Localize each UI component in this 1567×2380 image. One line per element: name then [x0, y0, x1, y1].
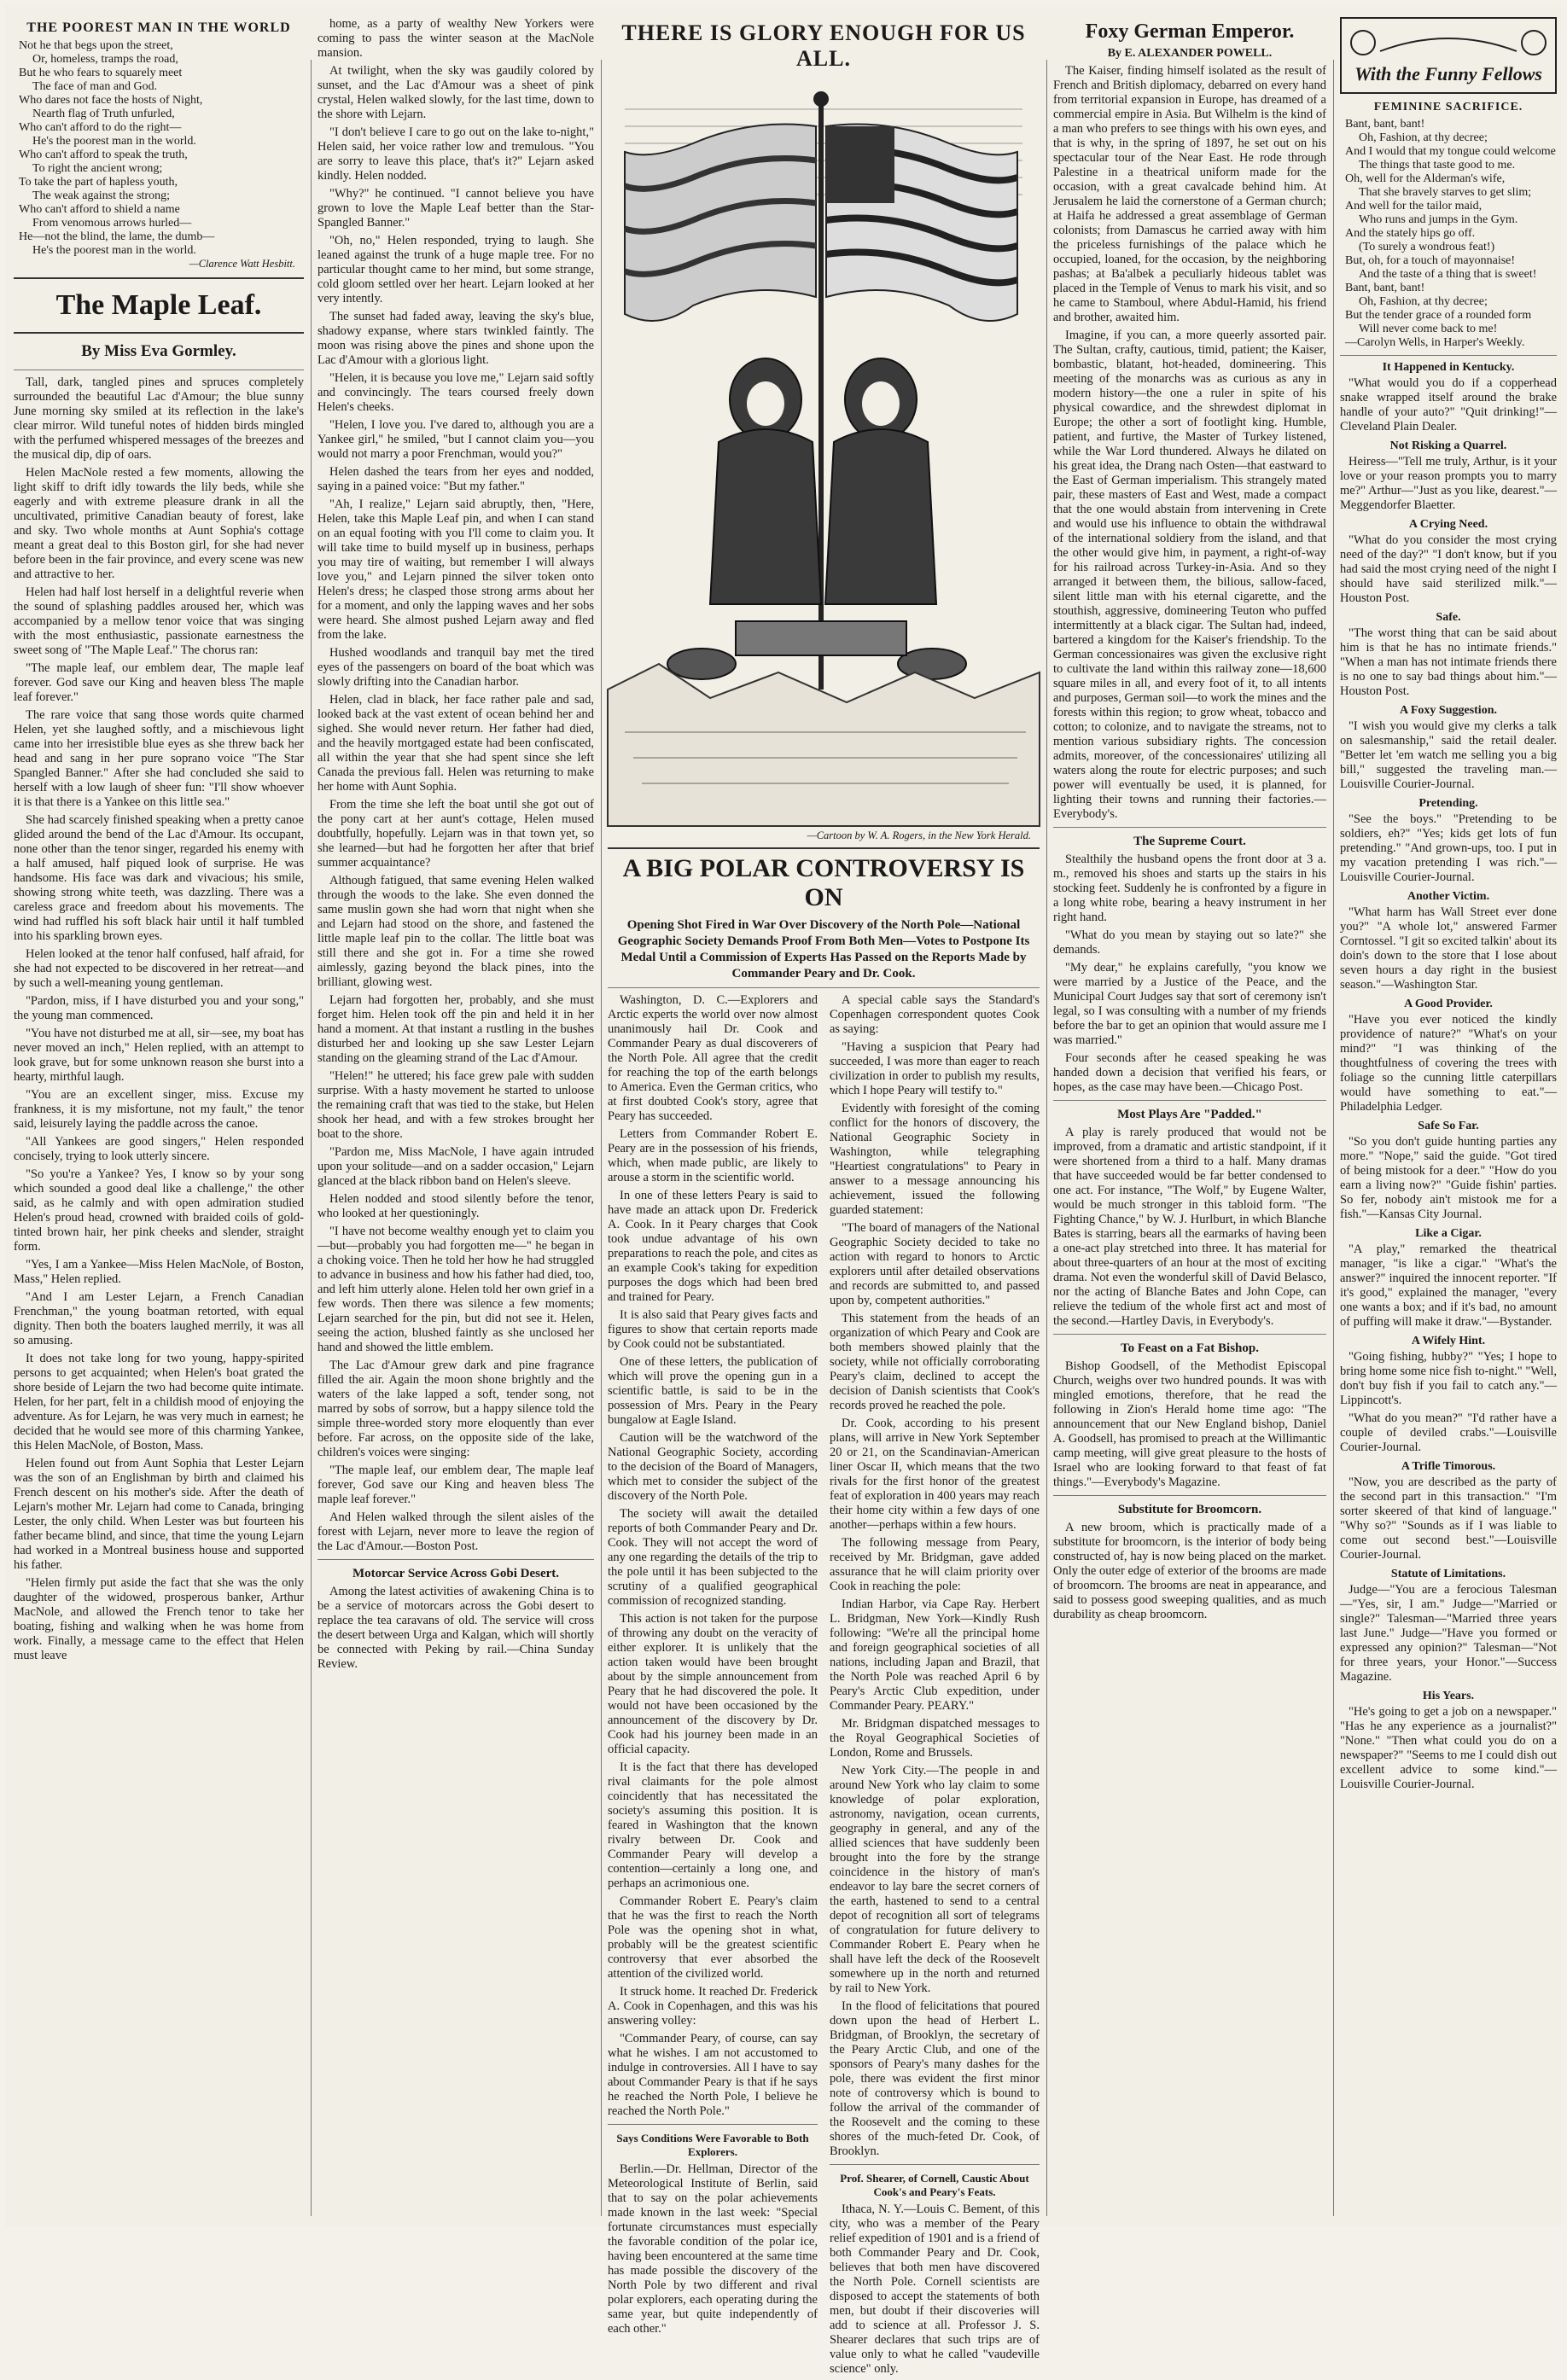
poem-line: That she bravely starves to get slim;: [1359, 186, 1532, 199]
joke-text: "I wish you would give my clerks a talk on salesmanship," said the retail dealer. "Better let 'em watch me selling you a big bill," suggested the traveling man.—Louisville Courier-Journal.: [1340, 719, 1557, 791]
story-paragraph: "Pardon, miss, if I have disturbed you and your song," the young man commenced.: [14, 994, 304, 1022]
berlin-title: Says Conditions Were Favorable to Both Explorers.: [616, 2132, 809, 2158]
story-paragraph: "Ah, I realize," Lejarn said abruptly, then, "Here, Helen, take this Maple Leaf pin, and when I can stand on an equal footing with you I'll come to claim you. It will take time to build myself up in business, perhaps you may tire of waiting, but remember I will always love you," and Lejarn pinned the silver token onto Helen's dress; he clasped those strong arms about her for a moment, and only the lapping waves and her sobs were heard. She almost pushed Lejarn away and fled from the lake.: [317, 498, 594, 642]
poem-line: Who dares not face the hosts of Night,: [19, 94, 203, 107]
joke-text: Heiress—"Tell me truly, Arthur, is it your love or your reason prompts you to marry me?" Arthur—"Just as you like, dearest."—Meggendorfer Blaetter.: [1340, 455, 1557, 512]
poem-line: He—not the blind, the lame, the dumb—: [19, 230, 215, 243]
poem-line: Nearth flag of Truth unfurled,: [32, 108, 175, 120]
bishop-text: Bishop Goodsell, of the Methodist Episcopal Church, weighs over two hundred pounds. It was with mingled emotions, therefore, that he read the following in Zion's Herald home time ago: "The announcement that our New England bishop, Daniel A. Goodsell, has promised to preach at the Willimantic camp meeting, will give great pleasure to the hosts of Israel who are looking forward to that feast of fat things."—Everybody's Magazine.: [1053, 1359, 1326, 1489]
kaiser-paragraph: The Kaiser, finding himself isolated as the result of French and British diplomacy, debarred on every hand from territorial expansion in Europe, has dreamed of a commercial empire in Asia. But Wilhelm is the kind of a man who prefers to see things with his own eyes, and that is why, in the spring of 1897, he set out on his spectacular tour of the Near East. He rode through Palestine in a theatrical uniform made for the occasion, with a great cavalcade behind him. At Jerusalem he laid the cornerstone of a German church; at Haifa he addressed a great assemblage of German colonists; from Damascus he carried away with him the priceless furnishings of the palace which he occupied, loaned, for the occasion, by the neighboring pashas; at Ba'albek a peculiarly hideous tablet was placed in the Temple of Venus to mark his visit, and so he came to Stamboul, where Abdul-Hamid, his friend and brother, awaited him.: [1053, 64, 1326, 324]
joke-text: "What do you consider the most crying need of the day?" "I don't know, but if you had said the most crying need of the night I should have said sterilized milk."—Houston Post.: [1340, 533, 1557, 605]
poem-line: He's the poorest man in the world.: [32, 135, 196, 148]
gobi-title: Motorcar Service Across Gobi Desert.: [352, 1567, 559, 1580]
story-paragraph: "You are an excellent singer, miss. Excuse my frankness, it is my misfortune, not my fault," the tenor said, leisurely laying the paddle across the canoe.: [14, 1088, 304, 1131]
joke-text: "He's going to get a job on a newspaper." "Has he any experience as a journalist?" "None." "Then what could you do on a newspaper?" "Seems to me I could dish out excellent advice to some kind."—Louisville Courier-Journal.: [1340, 1705, 1557, 1791]
story-paragraph: The Lac d'Amour grew dark and pine fragrance filled the air. Again the moon shone brightly and the waters of the lake lapped a soft, tender song, not marred by sobs of sorrow, but a happy silence told the simple three-worded story more eloquently than ever before. Far across, on the opposite side of the lake, children's voices were singing:: [317, 1359, 594, 1459]
joke-title: Safe So Far.: [1418, 1120, 1479, 1132]
sacrifice-title: FEMININE SACRIFICE.: [1373, 101, 1523, 113]
story-body: [14, 375, 304, 1663]
joke-title: A Crying Need.: [1408, 518, 1488, 531]
polar-paragraph: Commander Robert E. Peary's claim that he was the first to reach the North Pole was the opening shot in what, probably will be the greatest scientific controversy that ever absorbed the attention of the civilized world.: [608, 1894, 818, 1981]
poem-line: Bant, bant, bant!: [1345, 118, 1425, 131]
masthead-title: With the Funny Fellows: [1354, 63, 1542, 84]
polar-paragraph: In the flood of felicitations that poured down upon the head of Herbert L. Bridgman, of Brooklyn, the secretary of the Peary Arctic Club, and one of the sponsors of Peary's many dashes for the pole, there was evident the first minor note of controversy which is bound to follow the arrival of the commander of the Roosevelt and the coming to these shores of the much-feted Dr. Cook, of Brooklyn.: [830, 1999, 1040, 2158]
story-paragraph: And Helen walked through the silent aisles of the forest with Lejarn, never more to leave the region of the Lac d'Amour.—Boston Post.: [317, 1510, 594, 1553]
story-paragraph: Lejarn had forgotten her, probably, and she must forget him. Helen took off the pin and held it in her hand a moment. At that instant a rustling in the bushes disturbed her and looking up she saw Lester Lejarn standing on the gleaming strand of the Lac d'Amour.: [317, 993, 594, 1065]
joke-text: "A play," remarked the theatrical manager, "is like a cigar." "What's the answer?" inquired the innocent reporter. "If it's good," explained the manager, "every one wants a box; and if it's bad, no amount of puffing will make it draw."—Bystander.: [1340, 1242, 1557, 1329]
story-paragraph: Tall, dark, tangled pines and spruces completely surrounded the beautiful Lac d'Amour; the blue sunny June morning sky smiled at its reflection in the lake's clear mirror. Wild tuneful notes of hidden birds mingled with the perfumed whispered messages of the breezes and the musical dip, dip of oars.: [14, 375, 304, 462]
joke-text: Judge—"You are a ferocious Talesman—"Yes, sir, I am." Judge—"Married or single?" Talesman—"Married three years last June." Judge—"Have you formed or expressed any opinion?" Talesman—"Not for three years, your Honor."—Success Magazine.: [1340, 1583, 1557, 1684]
kaiser-paragraph: Imagine, if you can, a more queerly assorted pair. The Sultan, crafty, cautious, timid, patient; the Kaiser, bombastic, blatant, hot-headed, domineering. This meeting of the monarchs was as curious as any in modern history—the one a ruler in spite of his physical cowardice, and the shrewdest diplomat in Europe; the other a sort of footlight king. Humble, patient, and furtive, the Master of Turkey listened, while the War Lord thundered. Always he dilated on his great idea, the Drang nach Osten—that eastward to the East of German imperialism. This strangely mated pair, these masters of East and West, made a compact that the one would abstain from intervening in Crete and would use his influence to obtain the withdrawal of the international soldiery from the island, and that the other would give him, in payment, a right-of-way for his railroad across Turkey-in-Asia. And so they arranged it between them, the bilious, sallow-faced, silent little man with his eternal cigarette, and the stouthish, aggressive, domineering Teuton who puffed intermittently at a black cigar. The Sultan had, indeed, bartered a kingdom for the Kaiser's friendship. To the German concessionaires was given the exclusive right to cultivate the land within this railway zone—18,600 square miles in all, and every foot of it, to all intents and purposes, German soil—to work the mines and the forests within this region; to grow wheat, tobacco and cotton; to colonize, and to navigate the streams, not to mention various subsidiary rights. The concession admits, moreover, of the concessionaires' utilizing all waters along the route for electric purposes; and such power will eventually be used, it is planned, for lighting their towns and running their factories.—Everybody's.: [1053, 329, 1326, 821]
polar-paragraph: A special cable says the Standard's Copenhagen correspondent quotes Cook as saying:: [830, 993, 1040, 1036]
story-paragraph: "I have not become wealthy enough yet to claim you—but—probably you had forgotten me—" he began in a choking voice. Then he told her how he had struggled to advance in business and how his father had died, too, and left him utterly alone. Helen told her own grief in a few words. Then there was silence a few moments; Lejarn searched for the pin, but did not see it. Helen, seeing the action, blushed faintly as she unclosed her hand and showed the little emblem.: [317, 1225, 594, 1354]
poem-line: And I would that my tongue could welcome: [1345, 145, 1556, 158]
poem-author: —Clarence Watt Hesbitt.: [189, 258, 295, 270]
polar-paragraph: It struck home. It reached Dr. Frederick A. Cook in Copenhagen, and this was his answering volley:: [608, 1985, 818, 2028]
story-paragraph: "You have not disturbed me at all, sir—see, my boat has never moved an inch," Helen replied, with an attempt to look grave, but for some unknown reason she burst into a hearty, mirthful laugh.: [14, 1027, 304, 1084]
poem-line: Who can't afford to do the right—: [19, 121, 182, 134]
story-continued: [317, 17, 594, 1554]
poem-line: The things that taste good to me.: [1359, 159, 1516, 172]
polar-paragraph: The following message from Peary, received by Mr. Bridgman, gave added assurance that he will claim priority over Cook in reaching the pole:: [830, 1536, 1040, 1593]
polar-paragraph: The society will await the detailed reports of both Commander Peary and Dr. Cook. They will not accept the word of any one regarding the details of the trip to the pole until it has been subjected to the scrutiny of a qualified geographical commission of recognized standing.: [608, 1507, 818, 1608]
story-paragraph: The rare voice that sang those words quite charmed Helen, yet she laughed softly, and a mischievous light came into her irresistible blue eyes as she threw back her head and sang in her pure soprano voice "The Star Spangled Banner." After she had concluded she said to herself with a low laugh of sheer fun: "I'll show whoever it is that there is a Yankee on this little sea.": [14, 708, 304, 809]
court-body: [1053, 852, 1326, 1095]
story-paragraph: Helen dashed the tears from her eyes and nodded, saying in a pained voice: "But my father.": [317, 465, 594, 493]
polar-paragraph: Washington, D. C.—Explorers and Arctic experts the world over now almost unanimously hail Dr. Cook and Commander Peary as dual discoverers of the North Pole. All agree that the credit for reaching the top of the earth belongs to America. Even the German critics, who at first doubted Cook's story, agree that Peary has succeeded.: [608, 993, 818, 1123]
court-paragraph: Stealthily the husband opens the front door at 3 a. m., removed his shoes and starts up the stairs in his stocking feet. Suddenly he is confronted by a figure in a long white robe, bearing a heavy instrument in her right hand.: [1053, 852, 1326, 924]
poem-line: Who can't afford to speak the truth,: [19, 148, 188, 161]
joke-text: "Have you ever noticed the kindly providence of nature?" "What's on your mind?" "I was thinking of the thoughtfulness of covering the trees with foliage so the cunning little caterpillars would have something to eat."—Philadelphia Ledger.: [1340, 1013, 1557, 1114]
polar-story-col-b: [830, 993, 1040, 2159]
story-paragraph: "Helen, I love you. I've dared to, although you are a Yankee girl," he smiled, "but I cannot claim you—you would not marry a poor Frenchman, would you?": [317, 418, 594, 461]
story-paragraph: "Helen!" he uttered; his face grew pale with sudden surprise. With a hasty movement he started to unloose the remaining craft that was tied to the stake, but Helen shook her head, and with a few strokes brought her boat to the shore.: [317, 1069, 594, 1141]
story-paragraph: Hushed woodlands and tranquil bay met the tired eyes of the passengers on board of the boat which was slowly drifting into the Canadian harbor.: [317, 646, 594, 689]
joke-title: Like a Cigar.: [1415, 1227, 1482, 1240]
kaiser-title: Foxy German Emperor.: [1085, 20, 1295, 43]
polar-paragraph: "Having a suspicion that Peary had succeeded, I was more than eager to reach civilization in order to publish my results, which I hope Peary will testify to.": [830, 1040, 1040, 1097]
poem-line: Oh, well for the Alderman's wife,: [1345, 172, 1506, 185]
plays-text: A play is rarely produced that would not be improved, from a dramatic and artistic standpoint, if it were shortened from a third to a half. Many dramas that have succeeded would be far better condensed to one act. For instance, "The Wolf," by Eugene Walter, would be much stronger in this tabloid form. "The Fighting Chance," by W. J. Hurlburt, in which Blanche Bates is starring, bears all the earmarks of having been a one-act play stretched into three. It has material for about three-quarters of an hour at the most of exciting drama. Not even the wonderful skill of David Belasco, nor the acting of Blanche Bates and John Cope, can relieve the tedium of the whole first act and most of the second.—Hartley Davis, in Everybody's.: [1053, 1126, 1326, 1328]
cartoon-caption: —Cartoon by W. A. Rogers, in the New York Herald.: [807, 829, 1031, 841]
polar-story-col-a: [608, 993, 818, 2119]
polar-paragraph: Evidently with foresight of the coming conflict for the honors of discovery, the National Geographic Society in Washington, while telegraphing "Heartiest congratulations" to Peary in answer to a message announcing his achievement, issued the following guarded statement:: [830, 1102, 1040, 1217]
story-paragraph: "Oh, no," Helen responded, trying to laugh. She leaned against the trunk of a huge maple tree. For no particular thought came to her mind, but some strange, cold gloom settled over her heart. Lejarn looked at her very intently.: [317, 234, 594, 306]
story-paragraph: Helen found out from Aunt Sophia that Lester Lejarn was the son of an Englishman by birth and claimed his French descent on his mother's side. After the death of Lejarn's mother Mr. Lejarn had come to Canada, bringing Lester, the only child. When Lester was but fourteen his father became blind, and since, that time the young Lejarn had worked in a Montreal business house and supported his father.: [14, 1457, 304, 1572]
poem-line: (To surely a wondrous feat!): [1359, 241, 1495, 253]
story-paragraph: "So you're a Yankee? Yes, I know so by your song which sounded a good deal like a challenge," the other said, as he calmly and with open admiration studied Helen's proud head, crowned with braided coils of gold-tinted brown hair, her pink cheeks and slender, straight form.: [14, 1167, 304, 1254]
poem-body: [14, 39, 304, 258]
court-paragraph: "My dear," he explains carefully, "you know we were married by a Justice of the Peace, and the Municipal Court Judges say that sort of ceremony isn't legal, so I was consulting with a number of my friends before the bar to get an opinion that would assure me I was married.": [1053, 961, 1326, 1047]
poem-line: The face of man and God.: [32, 80, 158, 93]
joke-title: Not Risking a Quarrel.: [1389, 439, 1507, 452]
polar-paragraph: Letters from Commander Robert E. Peary are in the possession of his friends, which, when made public, are likely to arouse a storm in the scientific world.: [608, 1127, 818, 1184]
story-paragraph: Helen nodded and stood silently before the tenor, who looked at her questioningly.: [317, 1192, 594, 1220]
story-paragraph: "Helen, it is because you love me," Lejarn said softly and convincingly. The tears coursed freely down Helen's cheeks.: [317, 371, 594, 414]
joke-text: "Going fishing, hubby?" "Yes; I hope to bring home some nice fish to-night." "Well, don't buy fish if you fail to catch any."—Lippincott's.: [1340, 1350, 1557, 1407]
story-paragraph: "The maple leaf, our emblem dear, The maple leaf forever, God save our King and heaven bless The maple leaf forever.": [317, 1463, 594, 1506]
joke-title: A Trifle Timorous.: [1401, 1460, 1496, 1473]
column-5: [1340, 17, 1557, 2214]
kaiser-body: [1053, 64, 1326, 822]
story-title: The Maple Leaf.: [55, 289, 262, 321]
main-headline: A BIG POLAR CONTROVERSY IS ON: [622, 854, 1025, 911]
story-paragraph: "I don't believe I care to go out on the lake to-night," Helen said, her voice rather low and tremulous. "You are sorry to leave this place, that's it?" Lejarn asked kindly. Helen nodded.: [317, 125, 594, 183]
column-1: [14, 17, 304, 2214]
plays-title: Most Plays Are "Padded.": [1117, 1108, 1262, 1121]
joke-title: It Happened in Kentucky.: [1382, 361, 1515, 374]
joke-title: Pretending.: [1418, 797, 1478, 810]
story-paragraph: Helen MacNole rested a few moments, allowing the light skiff to drift idly towards the lily beds, while she eagerly and with extreme pleasure drank in all the uncultivated, primitive Canadian beauty of forest, lake and sky. Two whole months at Aunt Sophia's cottage meant a great deal to this Boston girl, for she had never before been in the fair province, and every scene was new and attractive to her.: [14, 466, 304, 581]
poem-line: To right the ancient wrong;: [32, 162, 163, 175]
cornell-title: Prof. Shearer, of Cornell, Caustic About Cook's and Peary's Feats.: [840, 2172, 1029, 2198]
poem-line: From venomous arrows hurled—: [32, 217, 192, 230]
court-title: The Supreme Court.: [1133, 835, 1246, 848]
story-paragraph: At twilight, when the sky was gaudily colored by sunset, and the Lac d'Amour was a sheet of pink crystal, Helen walked slowly, for the last time, down to the shore with Lejarn.: [317, 64, 594, 121]
joke-title: Safe.: [1436, 611, 1461, 624]
joke-text: "So you don't guide hunting parties any more." "Nope," said the guide. "Got tired of being mistook for a deer." "How do you earn a living now?" "Guide fishin' parties. So fer, nobody ain't mistook me for a fish."—Kansas City Journal.: [1340, 1135, 1557, 1221]
court-paragraph: Four seconds after he ceased speaking he was handed down a decision that verified his fears, or hopes, as the case may have been.—Chicago Post.: [1053, 1051, 1326, 1094]
joke-title: Statute of Limitations.: [1390, 1568, 1506, 1580]
poem-title: THE POOREST MAN IN THE WORLD: [26, 20, 291, 35]
story-paragraph: "Why?" he continued. "I cannot believe you have grown to love the Maple Leaf better than the Star-Spangled Banner.": [317, 187, 594, 230]
joke-title: Another Victim.: [1407, 890, 1490, 903]
poem-line: The weak against the strong;: [32, 189, 170, 202]
polar-paragraph: New York City.—The people in and around New York who lay claim to some knowledge of polar exploration, astronomy, navigation, ocean currents, geography in general, and any of the allied sciences that have suddenly been brought into the fore by the strange coincidence in the history of man's endeavor to lay bare the secret corners of the earth, hastened to send to a central depot of recognition all sort of telegrams of congratulation for future delivery to Commander Robert E. Peary when he shall have left the deck of the Roosevelt somewhere up in the north and returned by rail to New York.: [830, 1764, 1040, 1995]
gobi-text: Among the latest activities of awakening China is to be a service of motorcars across the Gobi desert to replace the tea caravans of old. The service will cross the desert between Urga and Kalgan, which will shortly be connected with Peking by rail.—China Sunday Review.: [317, 1585, 594, 1671]
poem-line: Oh, Fashion, at thy decree;: [1359, 131, 1488, 144]
story-paragraph: "The maple leaf, our emblem dear, The maple leaf forever. God save our King and heaven bless The maple leaf forever.": [14, 661, 304, 704]
polar-paragraph: This action is not taken for the purpose of throwing any doubt on the veracity of either explorer. It is unlikely that the action taken would have been brought about by the simple announcement from Peary that he had discovered the pole. It would not have been occasioned by the announcement of the discovery by Dr. Cook had his journey been made in an official capacity.: [608, 1612, 818, 1756]
center-section: [608, 17, 1040, 2376]
cartoon-illustration: [608, 75, 1040, 826]
story-paragraph: "Yes, I am a Yankee—Miss Helen MacNole, of Boston, Mass," Helen replied.: [14, 1258, 304, 1286]
polar-paragraph: One of these letters, the publication of which will prove the opening gun in a scientific battle, is said to be in the possession of Mrs. Peary in the Peary bungalow at Eagle Island.: [608, 1355, 818, 1427]
story-heading: [14, 277, 304, 334]
polar-paragraph: "The board of managers of the National Geographic Society decided to take no action with regard to honors to Arctic explorers until after detailed observations and records are submitted to, and passed upon by, competent authorities.": [830, 1221, 1040, 1307]
polar-paragraph: Indian Harbor, via Cape Ray. Herbert L. Bridgman, New York—Kindly Rush following: "We're all the principal home and foreign geographical societies of all nations, including Japan and Brazil, that the North Pole was reached April 6 by Peary's Arctic Club expedition, under Commander Peary. PEARY.": [830, 1597, 1040, 1713]
polar-paragraph: "Commander Peary, of course, can say what he wishes. I am not accustomed to indulge in controversies. All I have to say about Commander Peary is that if he says he reached the North Pole, I believe he reached the North Pole.": [608, 2032, 818, 2118]
kaiser-byline: By E. ALEXANDER POWELL.: [1107, 47, 1273, 60]
joke-text: "Now, you are described as the party of the second part in this transaction." "I'm sorter skeered of that kind of language." "Why so?" "Sounds as if I was liable to come out second best."—Louisville Courier-Journal.: [1340, 1475, 1557, 1562]
column-2: [317, 17, 594, 2214]
poem-line: And the taste of a thing that is sweet!: [1359, 268, 1537, 281]
poem-line: And well for the tailor maid,: [1345, 200, 1483, 212]
court-paragraph: "What do you mean by staying out so late?" she demands.: [1053, 928, 1326, 957]
joke-text: "See the boys." "Pretending to be soldiers, eh?" "Yes; kids get lots of fun pretending." "And grown-ups, too. I put in my vacation pretending I was rich."—Louisville Courier-Journal.: [1340, 812, 1557, 884]
poem-line: Will never come back to me!: [1359, 323, 1498, 335]
sacrifice-poem: [1340, 118, 1557, 350]
newspaper-page: [5, 5, 1562, 2376]
jokes-list: [1340, 361, 1557, 1792]
poem-line: But the tender grace of a rounded form: [1345, 309, 1532, 322]
story-paragraph: "Helen firmly put aside the fact that she was the only daughter of the widowed, prosperous banker, Arthur MacNole, and allowed the French tenor to take her boating, fishing and walking when he was home from work. Finally, a message came to the effect that Helen must leave: [14, 1576, 304, 1662]
joke-text: "The worst thing that can be said about him is that he has no intimate friends." "When a man has not intimate friends there is no one to say bad things about him."—Houston Post.: [1340, 626, 1557, 698]
bishop-title: To Feast on a Fat Bishop.: [1121, 1341, 1259, 1355]
column-4: [1053, 17, 1326, 2214]
polar-paragraph: It is the fact that there has developed rival claimants for the pole almost coincidently that has necessitated the society's assuming this position. It is feared in Washington that the known rivalry between Dr. Cook and Commander Peary will develop a contention—certainly a long one, and perhaps an acrimonious one.: [608, 1760, 818, 1890]
funny-fellows-masthead: [1340, 17, 1557, 94]
poem-line: Who can't afford to shield a name: [19, 203, 180, 216]
story-paragraph: home, as a party of wealthy New Yorkers were coming to pass the winter season at the MacNole mansion.: [317, 17, 594, 60]
joke-title: A Good Provider.: [1404, 998, 1493, 1010]
broom-title: Substitute for Broomcorn.: [1117, 1503, 1262, 1516]
poem-line: Oh, Fashion, at thy decree;: [1359, 295, 1488, 308]
polar-paragraph: Mr. Bridgman dispatched messages to the Royal Geographical Societies of London, Rome and Brussels.: [830, 1717, 1040, 1760]
poem-line: He's the poorest man in the world.: [32, 244, 196, 257]
polar-paragraph: Dr. Cook, according to his present plans, will arrive in New York September 20 or 21, on the Scandinavian-American liner Oscar II, which means that the two rivals for the first honor of the greatest feat of exploration in 400 years may reach their home city within a few days of one another—perhaps within a few hours.: [830, 1417, 1040, 1532]
masthead-ornament: [1346, 26, 1551, 60]
cornell-text: Ithaca, N. Y.—Louis C. Bement, of this city, who was a member of the Peary relief expedition of 1901 and is a friend of both Commander Peary and Dr. Cook, believes that both men have discovered the North Pole. Cornell scientists are disposed to accept the statements of both men, but doubt if their discoveries will add to science at all. Professor J. S. Shearer declares that such trips are of value only to what he called "vaudeville science" only.: [830, 2203, 1040, 2376]
story-paragraph: From the time she left the boat until she got out of the pony cart at her aunt's cottage, Helen mused doubtfully, hopefully. Lejarn was in that town yet, so she learned—but had he forgotten her after that brief summer acquaintance?: [317, 798, 594, 870]
polar-paragraph: It is also said that Peary gives facts and figures to show that certain reports made by Cook could not be substantiated.: [608, 1308, 818, 1351]
story-paragraph: It does not take long for two young, happy-spirited persons to get acquainted; when Helen's boat grated the shore beside of Lejarn the two had become quite intimate. Helen, for her part, felt in a childish mood of enjoying the adventure. As for Lejarn, he was very much in earnest; he decided that he would see more of this charming Yankee, this Helen MacNole, of Boston, Mass.: [14, 1352, 304, 1452]
poem-line: Who runs and jumps in the Gym.: [1359, 213, 1518, 226]
joke-text: "What harm has Wall Street ever done you?" "A whole lot," answered Farmer Corntossel. "I git so excited talkin' about its doin's down to the store that I lose about seven hours a day right in the busiest season."—Washington Star.: [1340, 905, 1557, 992]
broom-text: A new broom, which is practically made of a substitute for broomcorn, is the interior of body being constructed of, hay is now being placed on the market. Only the outer edge of exterior of the brooms are made of broomcorn. The brooms are neat in appearance, and said to possess good sweeping qualities, and as much durability as cheap broomcorn.: [1053, 1521, 1326, 1621]
joke-title: A Foxy Suggestion.: [1400, 704, 1497, 717]
story-byline: By Miss Eva Gormley.: [81, 342, 236, 360]
cartoon-title: THERE IS GLORY ENOUGH FOR US ALL.: [621, 20, 1026, 71]
story-paragraph: She had scarcely finished speaking when a pretty canoe glided around the bend of the Lac d'Amour. Its occupant, none other than the tenor singer, regarded his enemy with a half amused, half piqued look of surprise. He was handsome. His face was dark and vivacious; his smile, showing strong white teeth, was dazzling. There was a careless grace and freedom about his movements. The wind had ruffled his soft black hair until it half tumbled into his sparkling brown eyes.: [14, 813, 304, 943]
poem-line: To take the part of hapless youth,: [19, 176, 178, 189]
poem-line: Not he that begs upon the street,: [19, 39, 173, 52]
polar-paragraph: Caution will be the watchword of the National Geographic Society, according to the decision of the Board of Managers, which met to consider the subject of the discovery of the North Pole.: [608, 1431, 818, 1503]
poem-line: —Carolyn Wells, in Harper's Weekly.: [1345, 336, 1525, 349]
poem-line: Bant, bant, bant!: [1345, 282, 1425, 294]
story-paragraph: The sunset had faded away, leaving the sky's blue, shadowy expanse, where stars twinkled faintly. The moon was rising above the pines and shone upon the Lac d'Amour with a glorious light.: [317, 310, 594, 367]
poem-line: But, oh, for a touch of mayonnaise!: [1345, 254, 1516, 267]
story-paragraph: "Pardon me, Miss MacNole, I have again intruded upon your solitude—and on a sadder occasion," Lejarn glanced at the black ribbon band on Helen's sleeve.: [317, 1145, 594, 1188]
joke-text: "What do you mean?" "I'd rather have a couple of deviled crabs."—Louisville Courier-Journal.: [1340, 1411, 1557, 1454]
poem-line: Or, homeless, tramps the road,: [32, 53, 178, 66]
story-paragraph: "And I am Lester Lejarn, a French Canadian Frenchman," the young boatman retorted, with equal dignity. Then both the boaters laughed merrily, it was all so amusing.: [14, 1290, 304, 1347]
joke-title: A Wifely Hint.: [1411, 1335, 1486, 1347]
polar-paragraph: This statement from the heads of an organization of which Peary and Cook are both members showed plainly that the society, while not officially corroborating Peary's claim, declined to accept the decision of Danish scientists that Cook's records proved he reached the pole.: [830, 1312, 1040, 1412]
story-paragraph: Helen had half lost herself in a delightful reverie when the sound of splashing paddles aroused her, which was accompanied by a mellow tenor voice that was singing with the most enthusiastic, passionate earnestness the sweet song of "The Maple Leaf." The chorus ran:: [14, 585, 304, 657]
headline-deck: Opening Shot Fired in War Over Discovery of the North Pole—National Geographic Society Demands Proof From Both Men—Votes to Postpone Its Medal Until a Commission of Experts Has Passed on the Reports Made by Commander Peary and Dr. Cook.: [617, 918, 1030, 981]
poem-line: But he who fears to squarely meet: [19, 67, 183, 79]
story-paragraph: "All Yankees are good singers," Helen responded concisely, trying to look utterly sincere.: [14, 1135, 304, 1163]
story-paragraph: Helen, clad in black, her face rather pale and sad, looked back at the vast extent of ocean behind her and sighed. She would never return. Her father had died, and the heavily mortgaged estate had been confiscated, all within the year that she had spent since she left Canada the previous fall. Helen was returning to make her home with Aunt Sophia.: [317, 693, 594, 794]
polar-paragraph: In one of these letters Peary is said to have made an attack upon Dr. Frederick A. Cook. In it Peary charges that Cook took undue advantage of his own preparations to reach the pole, and cites as an example Cook's taking for expedition purposes the dogs which had been bred and trained for Peary.: [608, 1189, 818, 1304]
story-paragraph: Although fatigued, that same evening Helen walked through the woods to the lake. She even donned the same muslin gown she had worn that night when she and Lejarn had stood on the shore, and fastened the little maple leaf pin to the collar. The little boat was still there and she got in. For a time she rowed aimlessly, gazing beyond the black pines, into the brilliant, glowing west.: [317, 874, 594, 989]
berlin-text: Berlin.—Dr. Hellman, Director of the Meteorological Institute of Berlin, said that to say on the polar achievements made known in the last week: "Special fortunate circumstances must especially the favorable condition of the polar ice, having been encountered at the same time has made possible the discovery of the North Pole by two different and rival polar explorers, each operating during the same year, but quite independently of each other.": [608, 2162, 818, 2336]
poem-line: And the stately hips go off.: [1345, 227, 1476, 240]
story-paragraph: Helen looked at the tenor half confused, half afraid, for she had not expected to be discovered in her retreat—and by such a well-meaning young gentleman.: [14, 947, 304, 990]
joke-title: His Years.: [1422, 1690, 1475, 1702]
joke-text: "What would you do if a copperhead snake wrapped itself around the brake handle of your auto?" "Quit drinking!"—Cleveland Plain Dealer.: [1340, 376, 1557, 434]
